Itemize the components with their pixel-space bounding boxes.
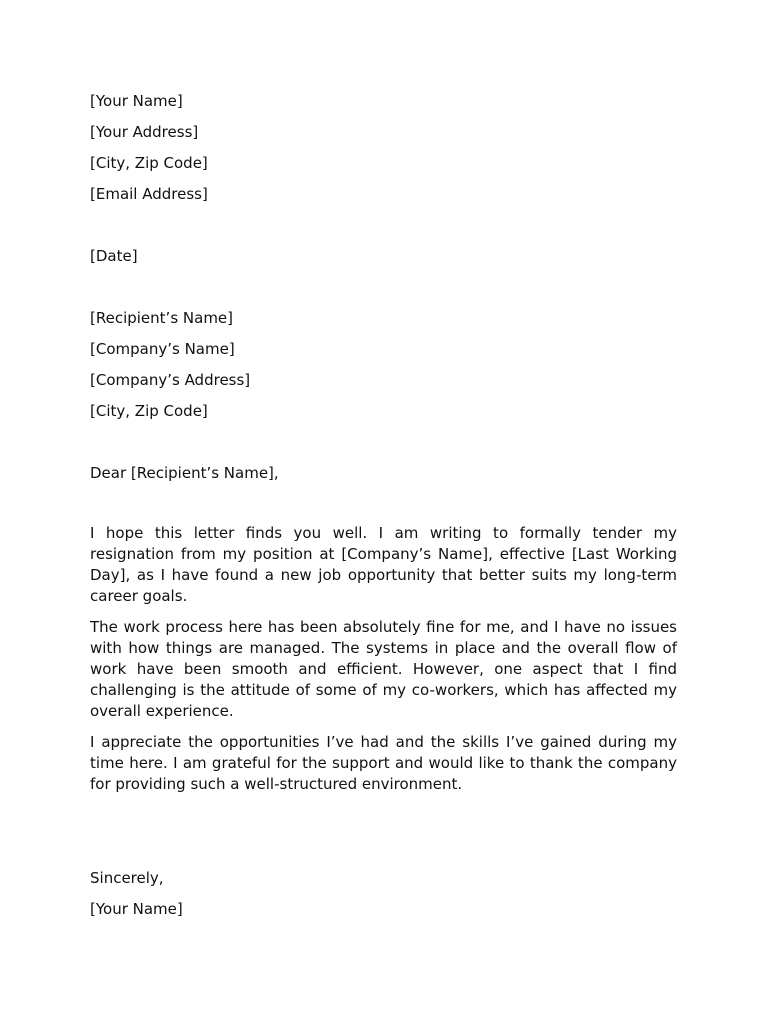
sender-city-zip: [City, Zip Code] [90,154,208,172]
body-paragraph: I hope this letter finds you well. I am writing to formally tender my resignation from my position at [Company’s Name], effective [Last Working Day], as I have found a new job opportunity that better suits my long-term career goals. [90,524,677,605]
salutation: Dear [Recipient’s Name], [90,464,279,482]
letter-body [90,523,677,795]
recipient-company-address: [Company’s Address] [90,371,251,389]
recipient-block [90,307,677,431]
signature-name: [Your Name] [90,900,183,918]
closing-block [90,867,677,929]
letter-page [90,90,677,929]
recipient-company: [Company’s Name] [90,340,235,358]
letter-date: [Date] [90,247,138,265]
sender-name: [Your Name] [90,92,183,110]
body-paragraph: The work process here has been absolutely fine for me, and I have no issues with how things are managed. The systems in place and the overall flow of work have been smooth and efficient. However, one aspect that I find challenging is the attitude of some of my co-workers, which has affected my overall experience. [90,618,677,720]
body-paragraph: I appreciate the opportunities I’ve had and the skills I’ve gained during my time here. I am grateful for the support and would like to thank the company for providing such a well-structured environment. [90,733,677,793]
sender-email: [Email Address] [90,185,208,203]
sign-off: Sincerely, [90,869,164,887]
recipient-name: [Recipient’s Name] [90,309,234,327]
sender-address: [Your Address] [90,123,199,141]
recipient-city-zip: [City, Zip Code] [90,402,208,420]
sender-block [90,90,677,214]
